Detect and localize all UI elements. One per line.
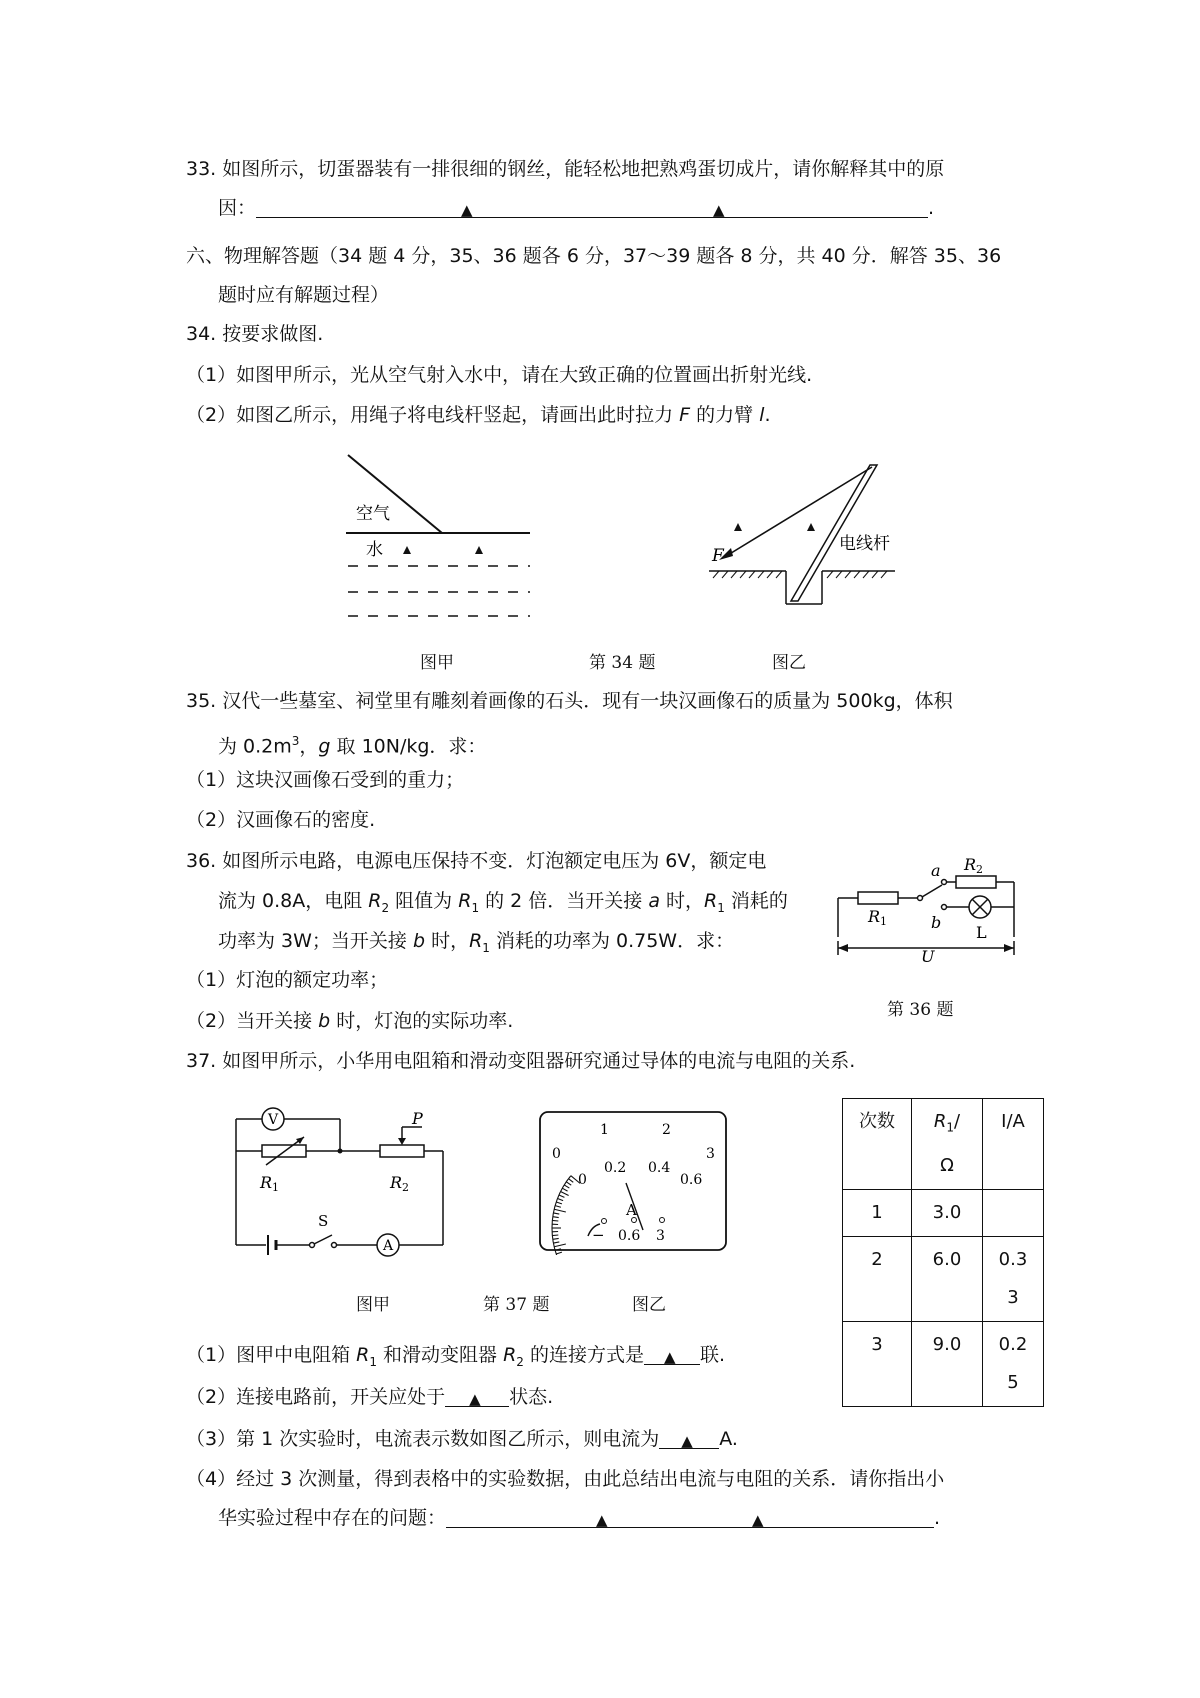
q37-part1-blank[interactable] [644,1344,700,1365]
answer-marker-icon: ▲ [752,1511,764,1529]
scale-06: 0.6 [680,1172,703,1188]
fig34-caption: 第 34 题 [589,653,656,673]
q37-circuit [232,1095,448,1259]
dial-tick [552,1220,558,1221]
terminal-06: 0.6 [618,1228,641,1244]
cell-r: 9.0 [912,1321,983,1406]
answer-marker-icon: ▲ [681,1432,693,1450]
data-table [842,1098,1044,1407]
answer-marker-icon: ▲ [713,201,725,219]
dial-tick [556,1252,562,1254]
table-header-row [843,1099,1044,1190]
q33-prefix: 因： [218,197,257,219]
answer-marker-icon: ▲ [596,1511,608,1529]
answer-marker-icon [475,546,483,554]
cell-n: 3 [843,1321,912,1406]
fig37-caption: 第 37 题 [483,1295,550,1315]
header-r1: $R_1/$ Ω [912,1099,983,1190]
answer-marker-icon [403,546,411,554]
ground-hatch [713,571,887,578]
terminal-minus: − [592,1226,605,1244]
r1-label: R1 [260,1173,280,1194]
ammeter-A-icon: A [383,1238,394,1254]
terminal-3: 3 [656,1228,665,1244]
dial-tick [552,1235,558,1236]
q37-part3: （3）第 1 次实验时，电流表示数如图乙所示，则电流为 ▲ A. [186,1426,738,1452]
scale-1: 1 [600,1122,609,1138]
answer-marker-icon [807,523,815,531]
answer-marker-icon: ▲ [663,1348,676,1366]
q37-part2-blank[interactable] [445,1386,509,1407]
slider-P-label: P [412,1109,423,1128]
fig36-caption: 第 36 题 [887,1000,954,1020]
cell-i [983,1189,1044,1236]
table-row [843,1321,1044,1406]
q36-part1: （1）灯泡的额定功率； [186,969,389,991]
lamp-L-label: L [976,923,987,942]
pole-label: 电线杆 [839,534,890,554]
table-row [843,1236,1044,1321]
pole-figure [707,460,899,610]
r2-label: R2 [390,1173,410,1194]
q33-end: . [928,197,935,219]
cell-n: 1 [843,1189,912,1236]
q35-line2: 为 $0.2m^3$，g 取 10N/kg．求： [218,734,487,758]
answer-marker-icon: ▲ [469,1390,481,1408]
table-row [843,1189,1044,1236]
switch-a-label: a [931,861,941,880]
cell-i: 0.3 3 [983,1236,1044,1321]
q37-part4-line1: （4）经过 3 次测量，得到表格中的实验数据，由此总结出电流与电阻的关系．请你指出小 [186,1468,945,1490]
q36-line1: 36. 如图所示电路，电源电压保持不变．灯泡额定电压为 6V，额定电 [186,850,767,872]
refraction-figure [346,452,532,624]
fig37-yi-caption: 图乙 [632,1295,666,1315]
water-label: 水 [366,540,383,560]
header-current: I/A [983,1099,1044,1190]
water-dashes [348,566,530,616]
scale-2: 2 [662,1122,671,1138]
cell-r: 6.0 [912,1236,983,1321]
q33-line1: 33. 如图所示，切蛋器装有一排很细的钢丝，能轻松地把熟鸡蛋切成片，请你解释其中的原 [186,158,945,180]
switch-b-label: b [931,913,942,932]
utility-pole [791,465,877,601]
section6-title: 六、物理解答题（34 题 4 分，35、36 题各 6 分，37～39 题各 8 分，共 40 分．解答 35、36 [186,245,1002,267]
r1-label: R1 [868,907,888,928]
cell-i: 0.2 5 [983,1321,1044,1406]
fig34-yi-caption: 图乙 [772,653,806,673]
scale-0b: 0 [578,1172,587,1188]
air-label: 空气 [356,504,390,524]
q35-part1: （1）这块汉画像石受到的重力； [186,769,465,791]
section6-title-cont: 题时应有解题过程） [218,284,390,306]
q34-part2: （2）如图乙所示，用绳子将电线杆竖起，请画出此时拉力 F 的力臂 l. [186,404,771,426]
cell-n: 2 [843,1236,912,1321]
answer-marker-icon: ▲ [461,201,473,219]
q37-part2: （2）连接电路前，开关应处于 ▲ 状态. [186,1384,553,1410]
voltage-U-label: U [921,947,935,966]
q37-part3-blank[interactable] [659,1428,719,1449]
q36-line3: 功率为 3W；当开关接 b 时，$R_1$ 消耗的功率为 0.75W．求： [218,930,735,955]
q36-circuit [828,838,1024,980]
fig34-jia-caption: 图甲 [420,653,454,673]
header-count: 次数 [843,1099,912,1190]
q37-part4-line2: 华实验过程中存在的问题： ▲ ▲ . [218,1505,940,1531]
q35-line1: 35. 汉代一些墓室、祠堂里有雕刻着画像的石头．现有一块汉画像石的质量为 500kg，体积 [186,690,953,712]
meter-unit-A: A [626,1201,637,1219]
q34-part1: （1）如图甲所示，光从空气射入水中，请在大致正确的位置画出折射光线. [186,364,813,386]
q36-part2: （2）当开关接 b 时，灯泡的实际功率. [186,1010,514,1032]
q37-title: 37. 如图甲所示，小华用电阻箱和滑动变阻器研究通过导体的电流与电阻的关系. [186,1050,856,1072]
q34-title: 34. 按要求做图. [186,323,324,345]
q35-part2: （2）汉画像石的密度. [186,809,376,831]
scale-04: 0.4 [648,1160,671,1176]
q36-line2: 流为 0.8A，电阻 $R_2$ 阻值为 $R_1$ 的 2 倍．当开关接 a 时，$R_1$ 消耗的 [218,890,788,915]
scale-0: 0 [552,1146,561,1162]
q37-part1: （1）图甲中电阻箱 $R_1$ 和滑动变阻器 $R_2$ 的连接方式是 ▲ 联. [186,1344,726,1369]
q33-answer-blank[interactable] [256,197,928,218]
fig37-jia-caption: 图甲 [356,1295,390,1315]
answer-marker-icon [734,523,742,531]
voltmeter-V-icon: V [268,1112,279,1128]
switch-S-label: S [318,1212,329,1230]
force-F-label: F [712,546,724,566]
cell-r: 3.0 [912,1189,983,1236]
r2-label: R2 [964,855,984,876]
ammeter-dial [538,1110,730,1255]
q33-line2 [218,195,934,221]
q37-part4-blank[interactable] [446,1507,934,1528]
scale-3: 3 [706,1146,715,1162]
scale-02: 0.2 [604,1160,627,1176]
